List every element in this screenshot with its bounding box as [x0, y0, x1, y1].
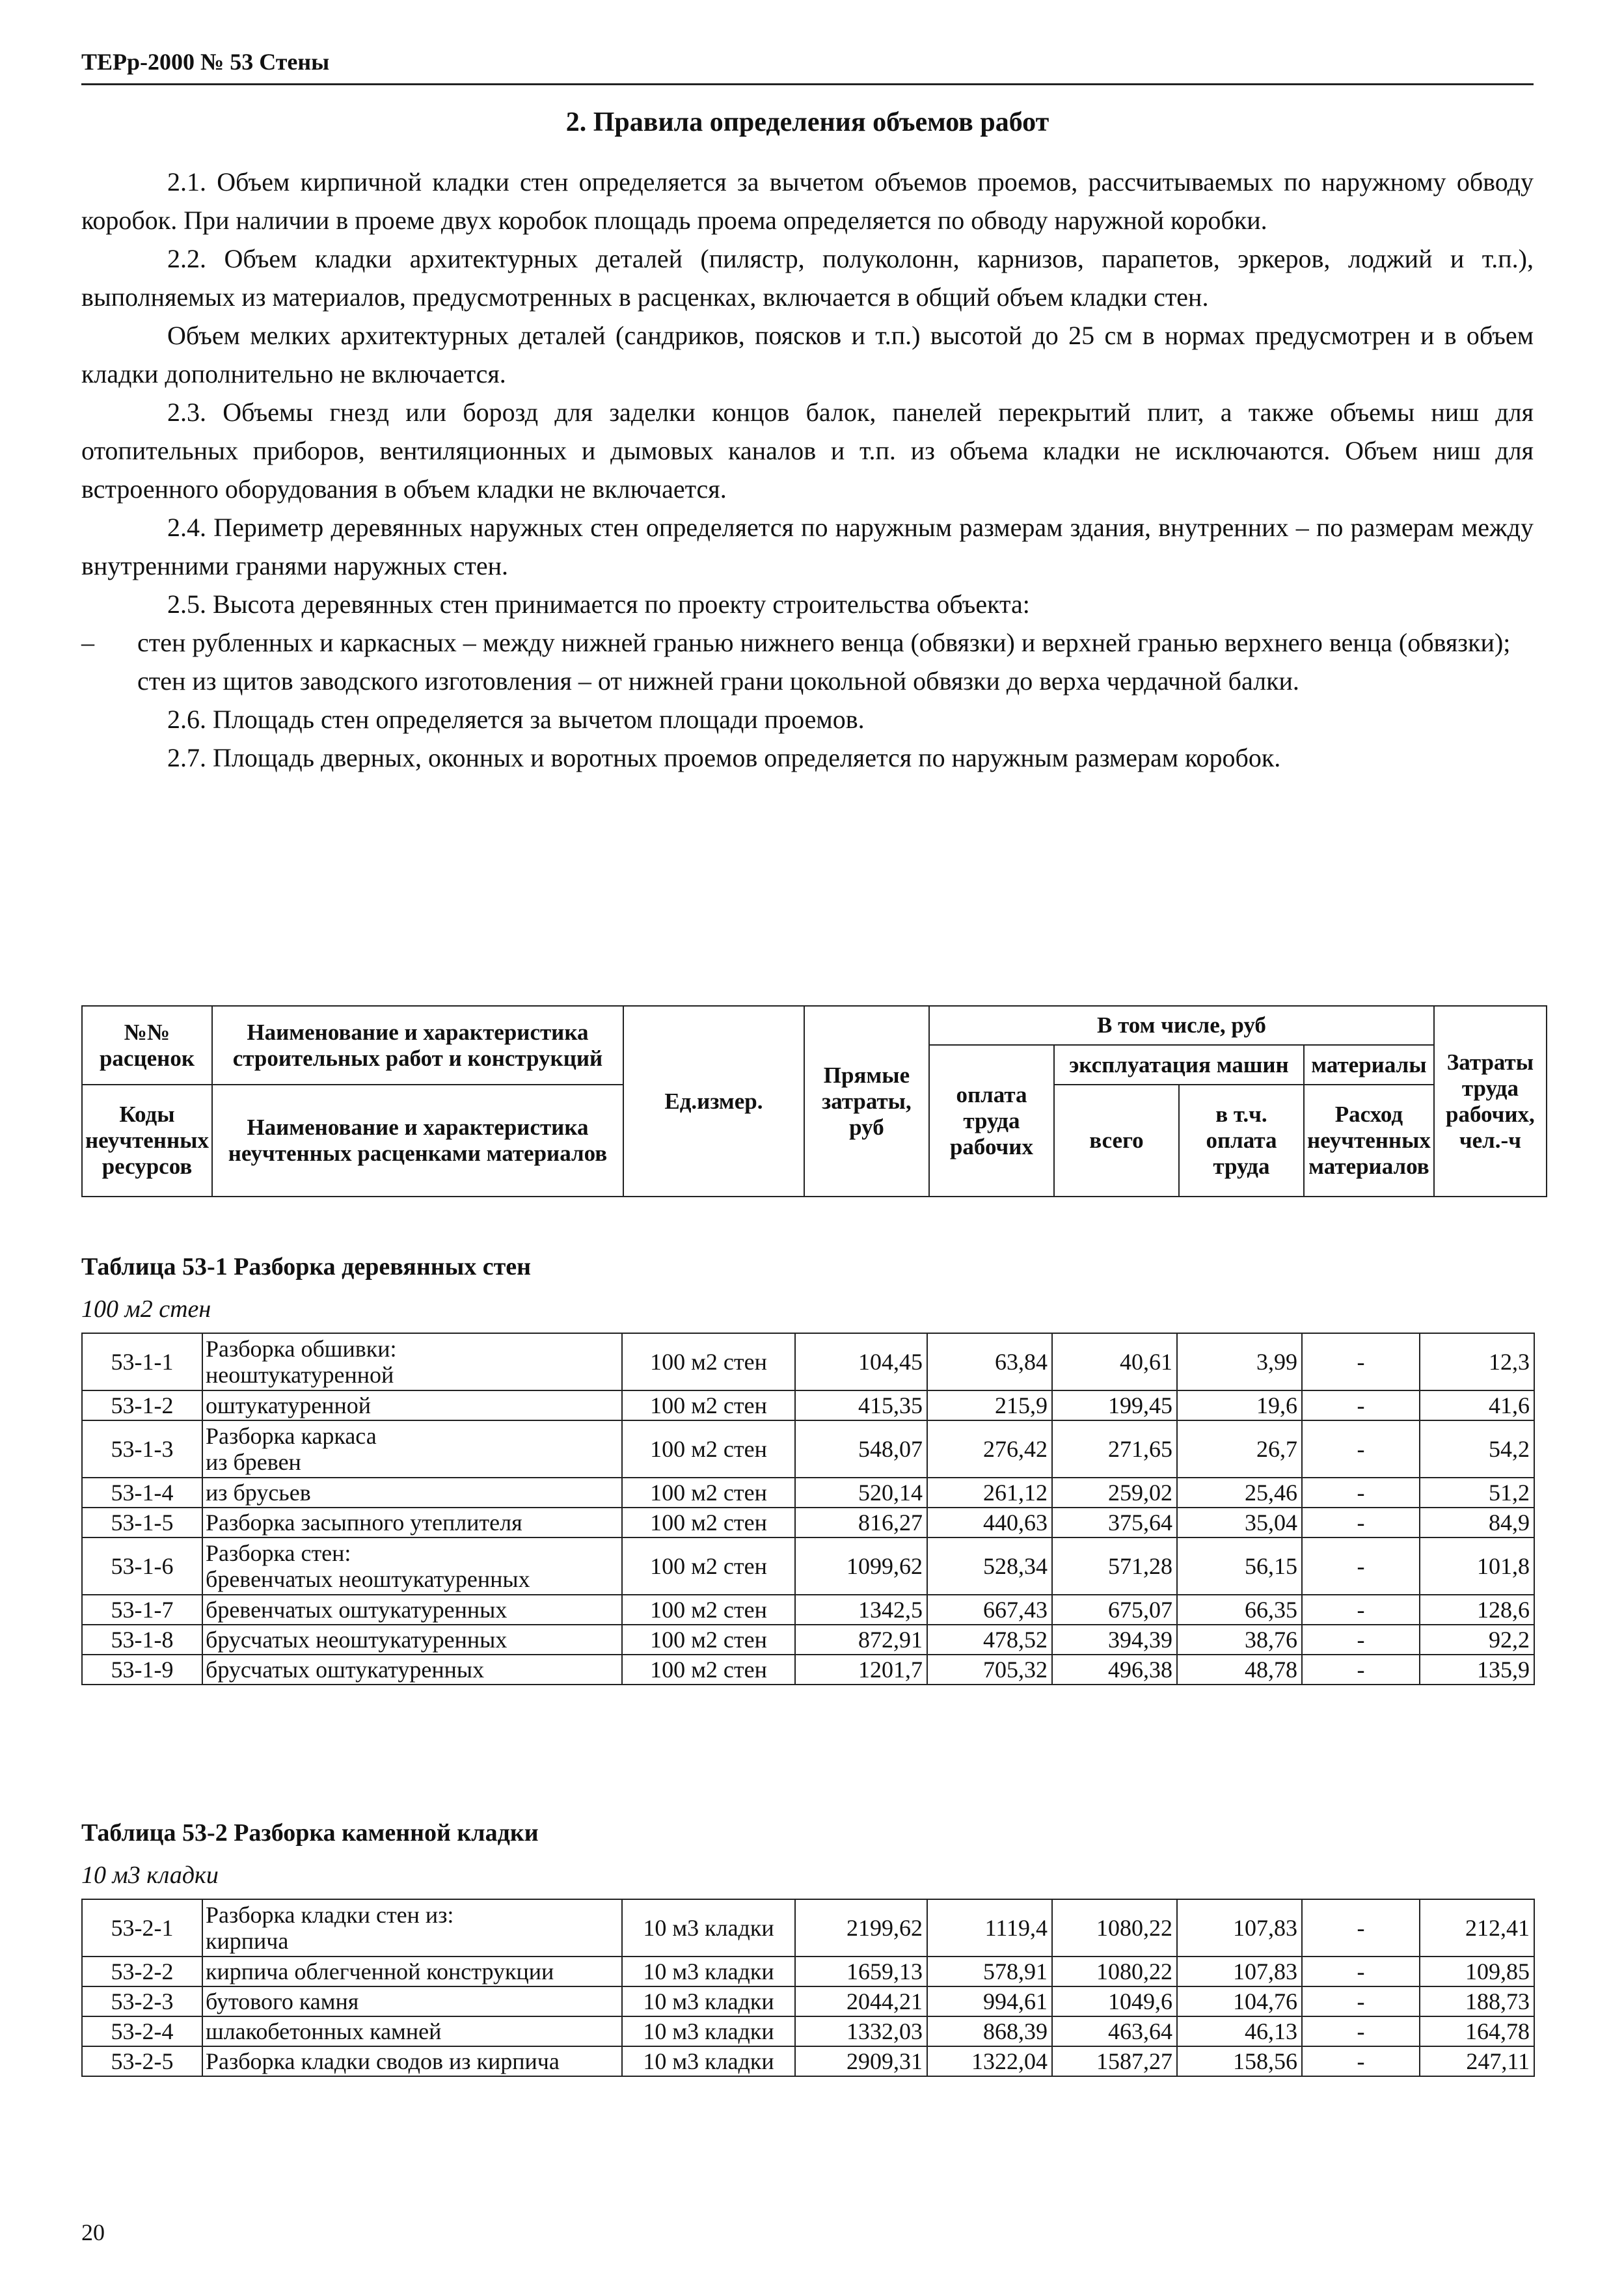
table-2 [81, 1899, 1535, 2077]
cell-rate-code: 53-1-4 [82, 1478, 202, 1508]
table-row [82, 1957, 1534, 1986]
cell-rate-code: 53-2-1 [82, 1899, 202, 1957]
cell-machines-total: 199,45 [1052, 1390, 1177, 1420]
section-title: 2. Правила определения объемов работ [565, 107, 1049, 137]
cell-work-name [202, 1390, 622, 1420]
paragraph-2-5: 2.5. Высота деревянных стен принимается по проекту строительства объекта: [167, 589, 1030, 619]
table-1-unit-note: 100 м2 стен [81, 1295, 211, 1323]
table-row [82, 1899, 1534, 1957]
cell-unit: 100 м2 стен [622, 1390, 795, 1420]
table-row [82, 1508, 1534, 1537]
cell-materials: - [1302, 1595, 1420, 1625]
cell-work-name [202, 1537, 622, 1595]
cell-materials: - [1302, 1420, 1420, 1478]
header-rule [81, 83, 1534, 85]
table-row [82, 1986, 1534, 2016]
header-direct-costs: Прямые затраты, руб [804, 1006, 929, 1197]
rules-text [81, 163, 1534, 777]
cell-direct-costs: 1342,5 [795, 1595, 927, 1625]
cell-labor-pay: 868,39 [927, 2016, 1052, 2046]
cell-machines-total: 1080,22 [1052, 1957, 1177, 1986]
header-materials: материалы [1304, 1045, 1434, 1085]
cell-materials: - [1302, 1655, 1420, 1685]
cell-labor-pay: 1322,04 [927, 2046, 1052, 2076]
cell-unit: 10 м3 кладки [622, 1957, 795, 1986]
cell-machines-pay: 66,35 [1177, 1595, 1302, 1625]
work-name-line: Разборка стен: [206, 1540, 351, 1566]
paragraph-small-details: Объем мелких архитектурных деталей (сандриков, поясков и т.п.) высотой до 25 см в нормах предусмотрен и в объем кладки дополнительно не включается. [81, 321, 1534, 388]
table-row [82, 1420, 1534, 1478]
cell-labor-cost: 92,2 [1420, 1625, 1534, 1655]
cell-labor-pay: 261,12 [927, 1478, 1052, 1508]
header-labor-cost: Затраты труда рабочих, чел.-ч [1434, 1006, 1547, 1197]
cell-machines-total: 259,02 [1052, 1478, 1177, 1508]
cell-labor-pay: 215,9 [927, 1390, 1052, 1420]
work-name-line: бутового камня [206, 1988, 359, 2014]
header-material-name: Наименование и характеристика неучтенных расценками материалов [212, 1085, 623, 1197]
work-name-line: брусчатых оштукатуренных [206, 1657, 485, 1683]
cell-direct-costs: 104,45 [795, 1333, 927, 1390]
cell-machines-pay: 104,76 [1177, 1986, 1302, 2016]
work-name-line: Разборка кладки сводов из кирпича [206, 2048, 560, 2074]
work-name-line: брусчатых неоштукатуренных [206, 1627, 508, 1653]
cell-machines-total: 271,65 [1052, 1420, 1177, 1478]
header-materials-unaccounted: Расход неучтенных материалов [1304, 1085, 1434, 1197]
cell-direct-costs: 548,07 [795, 1420, 927, 1478]
cell-direct-costs: 2909,31 [795, 2046, 927, 2076]
header-resource-codes: Коды неучтенных ресурсов [82, 1085, 212, 1197]
cell-work-name [202, 2046, 622, 2076]
cell-materials: - [1302, 1333, 1420, 1390]
table-row [82, 1537, 1534, 1595]
dash-marker: – [81, 628, 94, 657]
table-row [82, 1390, 1534, 1420]
cell-rate-code: 53-1-3 [82, 1420, 202, 1478]
table-row [82, 1478, 1534, 1508]
paragraph-2-2: 2.2. Объем кладки архитектурных деталей (пилястр, полуколонн, карнизов, парапетов, эркеров, лоджий и т.п.), выполняемых из материалов, предусмотренных в расценках, включается в общий объем кладки стен. [81, 244, 1534, 312]
paragraph-2-3: 2.3. Объемы гнезд или борозд для заделки концов балок, панелей перекрытий плит, а также объемы ниш для отопительных приборов, вентиляционных и дымовых каналов и т.п. из объема кладки не исключаются. Объем ниш для встроенного оборудования в объем кладки не включается. [81, 398, 1534, 504]
cell-materials: - [1302, 2046, 1420, 2076]
cell-labor-pay: 528,34 [927, 1537, 1052, 1595]
cell-direct-costs: 1201,7 [795, 1655, 927, 1685]
cell-work-name [202, 2016, 622, 2046]
cell-machines-pay: 26,7 [1177, 1420, 1302, 1478]
cell-labor-cost: 101,8 [1420, 1537, 1534, 1595]
work-name-line-2: кирпича [206, 1928, 289, 1954]
cell-rate-code: 53-2-3 [82, 1986, 202, 2016]
cell-labor-pay: 276,42 [927, 1420, 1052, 1478]
cell-labor-pay: 440,63 [927, 1508, 1052, 1537]
cell-materials: - [1302, 1957, 1420, 1986]
cell-labor-pay: 478,52 [927, 1625, 1052, 1655]
cell-unit: 100 м2 стен [622, 1595, 795, 1625]
table-1-title: Таблица 53-1 Разборка деревянных стен [81, 1253, 532, 1280]
paragraph-log-walls [81, 623, 1534, 662]
cell-direct-costs: 415,35 [795, 1390, 927, 1420]
header-unit: Ед.измер. [623, 1006, 804, 1197]
cell-direct-costs: 1099,62 [795, 1537, 927, 1595]
cell-unit: 100 м2 стен [622, 1655, 795, 1685]
cell-machines-total: 496,38 [1052, 1655, 1177, 1685]
cell-labor-cost: 247,11 [1420, 2046, 1534, 2076]
work-name-line: Разборка каркаса [206, 1423, 377, 1449]
header-machines: эксплуатация машин [1054, 1045, 1304, 1085]
cell-work-name [202, 1420, 622, 1478]
cell-unit: 10 м3 кладки [622, 2016, 795, 2046]
work-name-line: Разборка обшивки: [206, 1336, 397, 1362]
cell-unit: 100 м2 стен [622, 1625, 795, 1655]
cell-direct-costs: 2199,62 [795, 1899, 927, 1957]
work-name-line-2: бревенчатых неоштукатуренных [206, 1566, 530, 1592]
cell-rate-code: 53-1-1 [82, 1333, 202, 1390]
cell-rate-code: 53-1-8 [82, 1625, 202, 1655]
cell-labor-cost: 128,6 [1420, 1595, 1534, 1625]
header-work-name: Наименование и характеристика строительных работ и конструкций [212, 1006, 623, 1085]
cell-rate-code: 53-2-5 [82, 2046, 202, 2076]
header-labor-pay: оплата труда рабочих [929, 1045, 1054, 1197]
work-name-line: оштукатуренной [206, 1392, 372, 1418]
cell-direct-costs: 2044,21 [795, 1986, 927, 2016]
cell-unit: 10 м3 кладки [622, 2046, 795, 2076]
cell-machines-pay: 35,04 [1177, 1508, 1302, 1537]
cell-materials: - [1302, 1508, 1420, 1537]
cell-labor-cost: 164,78 [1420, 2016, 1534, 2046]
table-2-title: Таблица 53-2 Разборка каменной кладки [81, 1819, 539, 1847]
cell-rate-code: 53-1-6 [82, 1537, 202, 1595]
cell-labor-cost: 135,9 [1420, 1655, 1534, 1685]
page-number: 20 [81, 2219, 105, 2245]
cell-labor-cost: 41,6 [1420, 1390, 1534, 1420]
paragraph-panel-walls: стен из щитов заводского изготовления – от нижней грани цокольной обвязки до верха чердачной балки. [137, 666, 1299, 696]
work-name-line: Разборка кладки стен из: [206, 1902, 454, 1928]
cell-unit: 100 м2 стен [622, 1478, 795, 1508]
table-row [82, 1333, 1534, 1390]
cell-machines-total: 675,07 [1052, 1595, 1177, 1625]
cell-machines-total: 394,39 [1052, 1625, 1177, 1655]
cell-direct-costs: 816,27 [795, 1508, 927, 1537]
cell-work-name [202, 1986, 622, 2016]
cell-machines-total: 571,28 [1052, 1537, 1177, 1595]
cell-machines-pay: 46,13 [1177, 2016, 1302, 2046]
table-2-unit-note: 10 м3 кладки [81, 1862, 219, 1889]
cell-labor-cost: 84,9 [1420, 1508, 1534, 1537]
cell-work-name [202, 1333, 622, 1390]
work-name-line: шлакобетонных камней [206, 2018, 442, 2044]
cell-materials: - [1302, 1899, 1420, 1957]
cell-machines-total: 1587,27 [1052, 2046, 1177, 2076]
paragraph-2-1: 2.1. Объем кирпичной кладки стен определяется за вычетом объемов проемов, рассчитываемых по наружному обводу коробок. При наличии в проеме двух коробок площадь проема определяется по обводу наружной коробки. [81, 167, 1534, 235]
cell-rate-code: 53-1-7 [82, 1595, 202, 1625]
cell-work-name [202, 1508, 622, 1537]
cell-rate-code: 53-1-5 [82, 1508, 202, 1537]
table-row [82, 1595, 1534, 1625]
cell-machines-pay: 56,15 [1177, 1537, 1302, 1595]
table-row [82, 1625, 1534, 1655]
cell-work-name [202, 1625, 622, 1655]
cell-work-name [202, 1655, 622, 1685]
cell-labor-cost: 51,2 [1420, 1478, 1534, 1508]
cell-labor-pay: 1119,4 [927, 1899, 1052, 1957]
cell-machines-pay: 38,76 [1177, 1625, 1302, 1655]
work-name-line-2: из бревен [206, 1449, 301, 1475]
cell-unit: 100 м2 стен [622, 1333, 795, 1390]
cell-materials: - [1302, 1625, 1420, 1655]
cell-machines-pay: 107,83 [1177, 1957, 1302, 1986]
cell-direct-costs: 1332,03 [795, 2016, 927, 2046]
table-row [82, 2046, 1534, 2076]
header-rate-number: №№ расценок [82, 1006, 212, 1085]
cell-machines-total: 40,61 [1052, 1333, 1177, 1390]
table-row [82, 2016, 1534, 2046]
running-head: ТЕРр-2000 № 53 Стены [81, 49, 330, 75]
cell-labor-pay: 578,91 [927, 1957, 1052, 1986]
cell-materials: - [1302, 1478, 1420, 1508]
cell-machines-total: 1080,22 [1052, 1899, 1177, 1957]
cell-machines-pay: 25,46 [1177, 1478, 1302, 1508]
cell-machines-pay: 158,56 [1177, 2046, 1302, 2076]
cell-labor-pay: 667,43 [927, 1595, 1052, 1625]
cell-machines-total: 375,64 [1052, 1508, 1177, 1537]
cell-work-name [202, 1957, 622, 1986]
cell-work-name [202, 1899, 622, 1957]
work-name-line: кирпича облегченной конструкции [206, 1958, 554, 1984]
cell-direct-costs: 1659,13 [795, 1957, 927, 1986]
cell-machines-total: 1049,6 [1052, 1986, 1177, 2016]
cell-machines-total: 463,64 [1052, 2016, 1177, 2046]
work-name-line-2: неоштукатуренной [206, 1362, 394, 1388]
header-including: В том числе, руб [929, 1006, 1434, 1045]
cell-unit: 10 м3 кладки [622, 1986, 795, 2016]
cell-labor-cost: 109,85 [1420, 1957, 1534, 1986]
cell-labor-cost: 12,3 [1420, 1333, 1534, 1390]
cell-labor-pay: 63,84 [927, 1333, 1052, 1390]
work-name-line: из брусьев [206, 1480, 311, 1506]
cell-labor-cost: 188,73 [1420, 1986, 1534, 2016]
header-machines-total: всего [1054, 1085, 1179, 1197]
cell-materials: - [1302, 1537, 1420, 1595]
table-row [82, 1655, 1534, 1685]
cell-unit: 100 м2 стен [622, 1537, 795, 1595]
cell-rate-code: 53-1-9 [82, 1655, 202, 1685]
paragraph-2-4: 2.4. Периметр деревянных наружных стен определяется по наружным размерам здания, внутренних – по размерам между внутренними гранями наружных стен. [81, 513, 1534, 580]
cell-rate-code: 53-1-2 [82, 1390, 202, 1420]
cell-direct-costs: 872,91 [795, 1625, 927, 1655]
cell-direct-costs: 520,14 [795, 1478, 927, 1508]
cell-unit: 100 м2 стен [622, 1508, 795, 1537]
work-name-line: Разборка засыпного утеплителя [206, 1510, 522, 1536]
cell-work-name [202, 1478, 622, 1508]
cell-machines-pay: 19,6 [1177, 1390, 1302, 1420]
cell-work-name [202, 1595, 622, 1625]
cell-rate-code: 53-2-2 [82, 1957, 202, 1986]
cell-rate-code: 53-2-4 [82, 2016, 202, 2046]
cell-materials: - [1302, 1986, 1420, 2016]
cell-labor-cost: 212,41 [1420, 1899, 1534, 1957]
work-name-line: бревенчатых оштукатуренных [206, 1597, 508, 1623]
paragraph-2-7: 2.7. Площадь дверных, оконных и воротных проемов определяется по наружным размерам коробок. [167, 743, 1281, 772]
cell-labor-pay: 705,32 [927, 1655, 1052, 1685]
table-1 [81, 1333, 1535, 1685]
paragraph-2-6: 2.6. Площадь стен определяется за вычетом площади проемов. [167, 705, 865, 734]
header-machines-pay: в т.ч. оплата труда [1179, 1085, 1304, 1197]
cell-machines-pay: 48,78 [1177, 1655, 1302, 1685]
cell-labor-pay: 994,61 [927, 1986, 1052, 2016]
paragraph-log-walls-text: стен рубленных и каркасных – между нижней гранью нижнего венца (обвязки) и верхней гранью верхнего венца (обвязки); [137, 628, 1511, 657]
cell-unit: 10 м3 кладки [622, 1899, 795, 1957]
cell-materials: - [1302, 2016, 1420, 2046]
cell-machines-pay: 3,99 [1177, 1333, 1302, 1390]
cell-unit: 100 м2 стен [622, 1420, 795, 1478]
cell-materials: - [1302, 1390, 1420, 1420]
cell-machines-pay: 107,83 [1177, 1899, 1302, 1957]
column-header-table [81, 1005, 1547, 1197]
cell-labor-cost: 54,2 [1420, 1420, 1534, 1478]
